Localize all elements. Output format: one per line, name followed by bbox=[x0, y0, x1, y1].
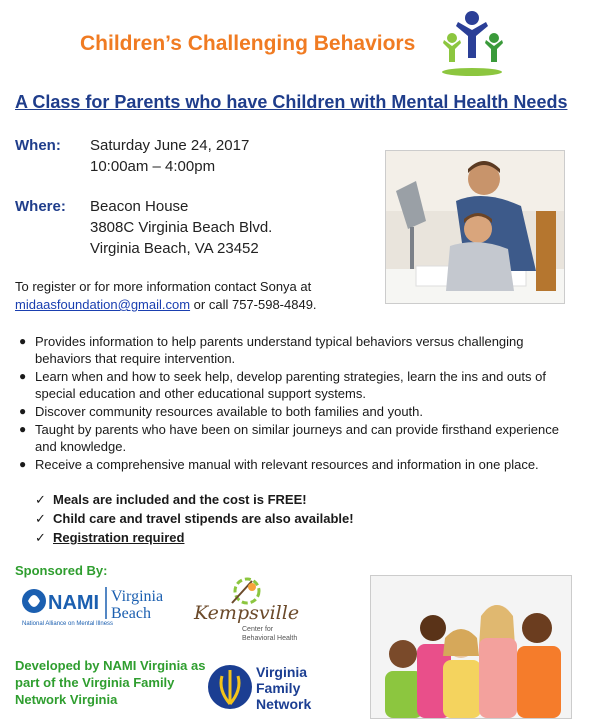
list-item: ● Taught by parents who have been on similar journeys and can provide firsthand experience and knowledge. bbox=[19, 422, 559, 454]
contact-info bbox=[15, 278, 375, 314]
list-item bbox=[35, 528, 354, 547]
contact-intro: To register or for more information contact Sonya at bbox=[15, 279, 312, 294]
list-item: ● Receive a comprehensive manual with relevant resources and information in one place. bbox=[19, 457, 539, 472]
list-item: ● Discover community resources available to both families and youth. bbox=[19, 404, 424, 419]
bullet-icon: ● bbox=[19, 422, 27, 436]
page-title: Children’s Challenging Behaviors bbox=[80, 32, 416, 55]
venue-address-line1: 3808C Virginia Beach Blvd. bbox=[90, 219, 273, 236]
venue-name: Beacon House bbox=[90, 198, 189, 215]
list-item: ● Learn when and how to seek help, develop parenting strategies, learn the ins and outs of special education and other educational support systems. bbox=[19, 369, 546, 401]
checkmark-icon: ✓ bbox=[35, 511, 46, 526]
children-group-photo bbox=[370, 575, 572, 719]
when-label: When: bbox=[15, 137, 61, 154]
nami-tagline: National Alliance on Mental Illness bbox=[22, 621, 114, 627]
event-date: Saturday June 24, 2017 bbox=[90, 137, 250, 154]
nami-city-line1: Virginia bbox=[111, 588, 164, 605]
developed-by-text: Developed by NAMI Virginia as part of the Virginia Family Network Virginia bbox=[15, 658, 206, 707]
vfn-line2: Family bbox=[256, 680, 301, 696]
checkmark-icon: ✓ bbox=[35, 492, 46, 507]
kempsville-logo bbox=[192, 573, 322, 645]
email-link[interactable]: midaasfoundation@gmail.com bbox=[15, 297, 191, 312]
vfn-line3: Network bbox=[256, 696, 312, 712]
bullet-icon: ● bbox=[19, 457, 27, 471]
bullet-icon: ● bbox=[19, 404, 27, 418]
registration-required: Registration required bbox=[53, 530, 185, 545]
kempsville-name: Kempsville bbox=[194, 602, 300, 624]
event-time: 10:00am – 4:00pm bbox=[90, 158, 216, 175]
phone-text: or call 757-598-4849. bbox=[190, 297, 317, 312]
benefits-list bbox=[15, 333, 580, 474]
checkmark-icon: ✓ bbox=[35, 530, 46, 545]
bullet-icon: ● bbox=[19, 369, 27, 383]
list-item: ✓ Meals are included and the cost is FREE! bbox=[35, 492, 307, 507]
parent-child-photo bbox=[385, 150, 565, 304]
page-subtitle: A Class for Parents who have Children with Mental Health Needs bbox=[15, 92, 568, 112]
vfn-line1: Virginia bbox=[256, 664, 308, 680]
kempsville-sub2: Behavioral Health bbox=[242, 635, 298, 642]
highlights-list bbox=[35, 490, 354, 547]
kempsville-sub1: Center for bbox=[242, 626, 274, 633]
bullet-icon: ● bbox=[19, 334, 27, 348]
nami-city-line2: Beach bbox=[111, 605, 151, 622]
list-item: ✓ Child care and travel stipends are also available! bbox=[35, 511, 354, 526]
virginia-family-network-logo bbox=[206, 660, 336, 715]
where-label: Where: bbox=[15, 198, 66, 215]
family-logo-icon bbox=[436, 8, 508, 80]
list-item: ● Provides information to help parents understand typical behaviors versus challenging behaviors that require intervention. bbox=[19, 334, 524, 366]
nami-name: NAMI bbox=[48, 592, 100, 614]
venue-address-line2: Virginia Beach, VA 23452 bbox=[90, 240, 259, 257]
nami-logo bbox=[20, 583, 185, 631]
sponsored-heading: Sponsored By: bbox=[15, 563, 108, 578]
